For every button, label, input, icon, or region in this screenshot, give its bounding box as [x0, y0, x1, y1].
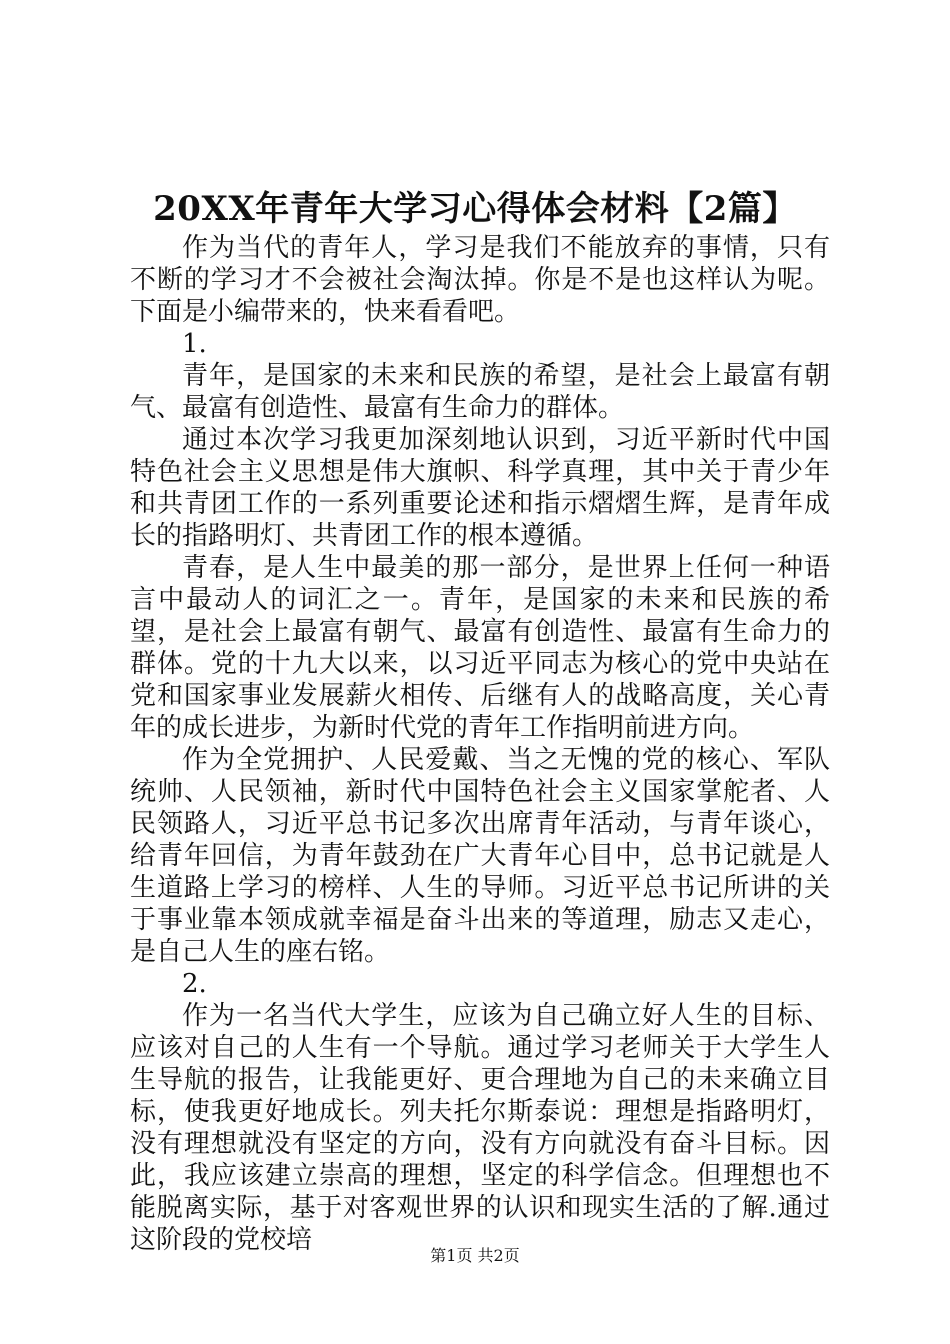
section-number-1: 1. [182, 329, 207, 359]
section-number-2: 2. [182, 969, 207, 999]
paragraph: 作为一名当代大学生，应该为自己确立好人生的目标、应该对自己的人生有一个导航。通过学习老师关于大学生人生导航的报告，让我能更好、更合理地为自己的未来确立目标，使我更好地成长。列夫托尔斯泰说：理想是指路明灯，没有理想就没有坚定的方向，没有方向就没有奋斗目标。因此，我应该建立崇高的理想，坚定的科学信念。但理想也不能脱离实际，基于对客观世界的认识和现实生活的了解.通过这阶段的党校培 [130, 1001, 830, 1255]
paragraph: 作为全党拥护、人民爱戴、当之无愧的党的核心、军队统帅、人民领袖，新时代中国特色社会主义国家掌舵者、人民领路人，习近平总书记多次出席青年活动，与青年谈心，给青年回信，为青年鼓劲在广大青年心目中，总书记就是人生道路上学习的榜样、人生的导师。习近平总书记所讲的关于事业靠本领成就幸福是奋斗出来的等道理，励志又走心，是自己人生的座右铭。 [130, 745, 830, 967]
paragraph: 通过本次学习我更加深刻地认识到，习近平新时代中国特色社会主义思想是伟大旗帜、科学真理，其中关于青少年和共青团工作的一系列重要论述和指示熠熠生辉，是青年成长的指路明灯、共青团工作的根本遵循。 [130, 425, 830, 551]
document-body [130, 232, 830, 1256]
page-footer: 第1页 共2页 [430, 1246, 520, 1265]
paragraph-intro: 作为当代的青年人，学习是我们不能放弃的事情，只有不断的学习才不会被社会淘汰掉。你是不是也这样认为呢。下面是小编带来的，快来看看吧。 [130, 233, 830, 327]
paragraph: 青年，是国家的未来和民族的希望，是社会上最富有朝气、最富有创造性、最富有生命力的群体。 [130, 361, 830, 423]
document-title: 20XX年青年大学习心得体会材料【2篇】 [153, 189, 797, 229]
paragraph: 青春，是人生中最美的那一部分，是世界上任何一种语言中最动人的词汇之一。青年，是国家的未来和民族的希望，是社会上最富有朝气、最富有创造性、最富有生命力的群体。党的十九大以来，以习近平同志为核心的党中央站在党和国家事业发展薪火相传、后继有人的战略高度，关心青年的成长进步，为新时代党的青年工作指明前进方向。 [130, 553, 830, 743]
